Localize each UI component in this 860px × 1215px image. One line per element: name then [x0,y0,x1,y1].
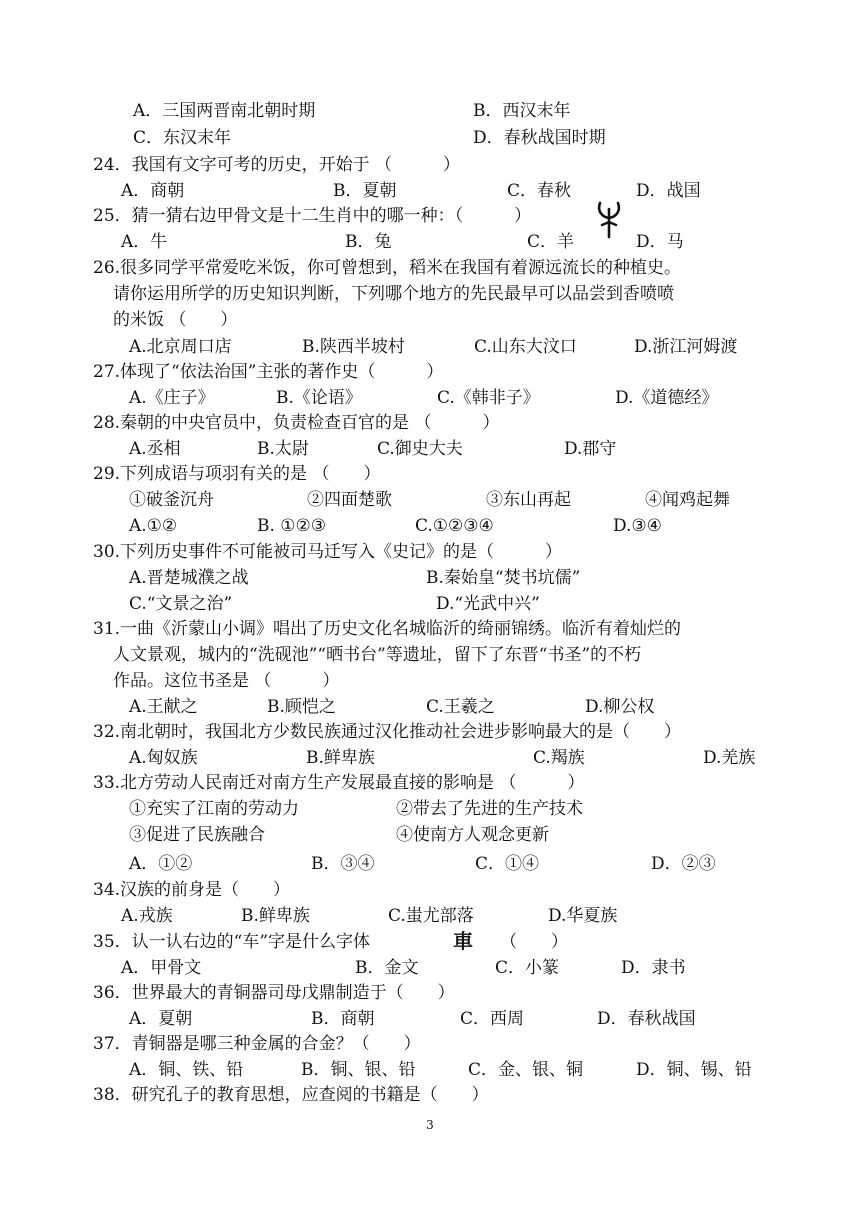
q37-options-row [0,1058,860,1082]
q26-stem-row2 [0,282,860,306]
q27-option-a[interactable]: A.《庄子》 [129,388,215,408]
q33-item-2: ②带去了先进的生产技术 [396,799,583,819]
q35-option-b[interactable]: B．金文 [355,958,419,978]
q34-options-row [0,904,860,928]
q24-options-row [0,179,860,203]
q26-option-b[interactable]: B.陕西半坡村 [302,337,405,357]
q32-option-a[interactable]: A.匈奴族 [129,748,198,768]
q37-stem-row [0,1032,860,1056]
q34-stem: 34.汉族的前身是（ ） [93,880,291,900]
q32-stem: 32.南北朝时，我国北方少数民族通过汉化推动社会进步影响最大的是（ ） [93,722,682,742]
q23-options-row2 [0,126,860,150]
q38-stem-row [0,1083,860,1107]
q25-stem-row [0,204,860,228]
q26-options-row [0,335,860,359]
q31-options-row [0,695,860,719]
q37-option-a[interactable]: A．铜、铁、铅 [129,1060,244,1080]
q36-stem-row [0,981,860,1005]
q33-option-a[interactable]: A．①② [129,854,193,874]
q33-option-b[interactable]: B．③④ [311,854,375,874]
q29-items-row [0,488,860,512]
q33-items-row1 [0,797,860,821]
q30-options-row1 [0,566,860,590]
q27-stem: 27.体现了“依法治国”主张的著作史（ ） [93,362,444,382]
q34-stem-row [0,878,860,902]
q31-stem-line3: 作品。这位书圣是 （ ） [113,671,340,691]
q23-option-b[interactable]: B．西汉末年 [473,101,571,121]
q31-stem-row3 [0,669,860,693]
q30-option-b[interactable]: B.秦始皇“焚书坑儒” [426,568,581,588]
q35-stem-row [0,930,860,954]
q33-option-c[interactable]: C．①④ [475,854,540,874]
q28-option-d[interactable]: D.郡守 [564,439,617,459]
clerical-script-che-glyph-icon: 車 [453,929,473,953]
q23-option-a[interactable]: A．三国两晋南北朝时期 [133,101,316,121]
q24-option-a[interactable]: A．商朝 [121,181,185,201]
page-number: 3 [426,1118,434,1132]
q26-stem-row1 [0,256,860,280]
q27-options-row [0,386,860,410]
q27-option-c[interactable]: C.《韩非子》 [437,388,540,408]
q32-options-row [0,746,860,770]
q29-item-3: ③东山再起 [486,490,571,510]
q34-option-d[interactable]: D.华夏族 [548,906,618,926]
q28-stem: 28.秦朝的中央官员中，负责检查百官的是 （ ） [93,413,500,433]
q33-items-row2 [0,823,860,847]
q31-option-a[interactable]: A.王献之 [129,697,198,717]
q33-option-d[interactable]: D．②③ [651,854,716,874]
q29-options-row [0,514,860,538]
q26-option-a[interactable]: A.北京周口店 [129,337,232,357]
q29-stem-row [0,462,860,486]
q25-stem: 25．猜一猜右边甲骨文是十二生肖中的哪一种：（ ） [93,206,532,226]
q33-stem: 33.北方劳动人民南迁对南方生产发展最直接的影响是 （ ） [93,773,585,793]
q35-answer-paren[interactable]: （ ） [500,932,568,952]
q30-option-a[interactable]: A.晋楚城濮之战 [129,568,249,588]
q35-option-a[interactable]: A．甲骨文 [121,958,202,978]
q32-option-b[interactable]: B.鲜卑族 [306,748,375,768]
q35-option-c[interactable]: C．小篆 [495,958,560,978]
q37-option-d[interactable]: D．铜、锡、铅 [636,1060,752,1080]
q26-stem-line3: 的米饭 （ ） [113,310,238,330]
q27-option-d[interactable]: D.《道德经》 [615,388,719,408]
q37-option-b[interactable]: B．铜、银、铅 [301,1060,416,1080]
q31-stem-line2: 人文景观，城内的“洗砚池”“晒书台”等遗址，留下了东晋“书圣”的不朽 [113,645,642,665]
q25-option-c[interactable]: C．羊 [527,232,575,252]
q29-item-4: ④闻鸡起舞 [645,490,730,510]
q33-item-1: ①充实了江南的劳动力 [129,799,299,819]
q34-option-c[interactable]: C.蚩尤部落 [388,906,474,926]
q31-stem-line1: 31.一曲《沂蒙山小调》唱出了历史文化名城临沂的绮丽锦绣。临沂有着灿烂的 [93,619,682,639]
q35-option-d[interactable]: D．隶书 [621,958,686,978]
q36-option-d[interactable]: D．春秋战国 [597,1009,696,1029]
q27-stem-row [0,360,860,384]
q23-option-c[interactable]: C．东汉末年 [133,128,232,148]
q28-option-c[interactable]: C.御史大夫 [377,439,463,459]
q27-option-b[interactable]: B.《论语》 [276,388,362,408]
q31-stem-row1 [0,617,860,641]
q26-option-d[interactable]: D.浙江河姆渡 [634,337,738,357]
q29-item-1: ①破釜沉舟 [129,490,214,510]
q28-stem-row [0,411,860,435]
q33-item-3: ③促进了民族融合 [129,825,265,845]
q31-option-b[interactable]: B.顾恺之 [267,697,336,717]
q28-options-row [0,437,860,461]
q24-stem: 24．我国有文字可考的历史，开始于 （ ） [93,155,461,175]
q38-stem: 38．研究孔子的教育思想，应查阅的书籍是（ ） [93,1085,489,1105]
q30-option-c[interactable]: C.“文景之治” [129,594,233,614]
q35-stem: 35．认一认右边的“车”字是什么字体 [93,932,371,952]
q25-option-d[interactable]: D．马 [636,232,684,252]
q37-stem: 37．青铜器是哪三种金属的合金？（ ） [93,1034,421,1054]
q36-options-row [0,1007,860,1031]
q31-stem-row2 [0,643,860,667]
q25-option-a[interactable]: A．牛 [121,232,168,252]
q26-stem-row3 [0,308,860,332]
q31-option-c[interactable]: C.王羲之 [426,697,495,717]
q36-option-a[interactable]: A．夏朝 [129,1009,193,1029]
q32-option-d[interactable]: D.羌族 [703,748,756,768]
q30-stem-row [0,540,860,564]
q30-stem: 30.下列历史事件不可能被司马迁写入《史记》的是（ ） [93,542,563,562]
q24-option-b[interactable]: B．夏朝 [333,181,397,201]
q29-option-c[interactable]: C.①②③④ [415,516,494,536]
q36-stem: 36．世界最大的青铜器司母戊鼎制造于（ ） [93,983,455,1003]
q33-options-row [0,852,860,876]
q29-option-d[interactable]: D.③④ [613,516,662,536]
q29-item-2: ②四面楚歌 [307,490,392,510]
q36-option-b[interactable]: B．商朝 [311,1009,375,1029]
q26-stem-line2: 请你运用所学的历史知识判断，下列哪个地方的先民最早可以品尝到香喷喷 [113,284,674,304]
q26-stem-line1: 26.很多同学平常爱吃米饭，你可曾想到，稻米在我国有着源远流长的种植史。 [93,258,682,278]
q28-option-b[interactable]: B.太尉 [257,439,309,459]
q31-option-d[interactable]: D.柳公权 [585,697,655,717]
q32-stem-row [0,720,860,744]
q33-stem-row [0,771,860,795]
q29-stem: 29.下列成语与项羽有关的是 （ ） [93,464,381,484]
q35-options-row [0,956,860,980]
q30-option-d[interactable]: D.“光武中兴” [436,594,540,614]
q34-option-b[interactable]: B.鲜卑族 [241,906,310,926]
q25-option-b[interactable]: B．兔 [345,232,392,252]
q24-option-c[interactable]: C．春秋 [507,181,572,201]
q23-options-row1 [0,99,860,123]
q29-option-b[interactable]: B. ①②③ [257,516,327,536]
q32-option-c[interactable]: C.羯族 [533,748,585,768]
q24-stem-row [0,153,860,177]
q23-option-d[interactable]: D．春秋战国时期 [473,128,606,148]
q33-item-4: ④使南方人观念更新 [396,825,549,845]
q28-option-a[interactable]: A.丞相 [129,439,181,459]
q36-option-c[interactable]: C．西周 [460,1009,525,1029]
q30-options-row2 [0,592,860,616]
q37-option-c[interactable]: C．金、银、铜 [468,1060,584,1080]
q26-option-c[interactable]: C.山东大汶口 [474,337,577,357]
q34-option-a[interactable]: A.戎族 [121,906,173,926]
q24-option-d[interactable]: D．战国 [636,181,701,201]
q25-options-row [0,230,860,254]
q29-option-a[interactable]: A.①② [129,516,178,536]
